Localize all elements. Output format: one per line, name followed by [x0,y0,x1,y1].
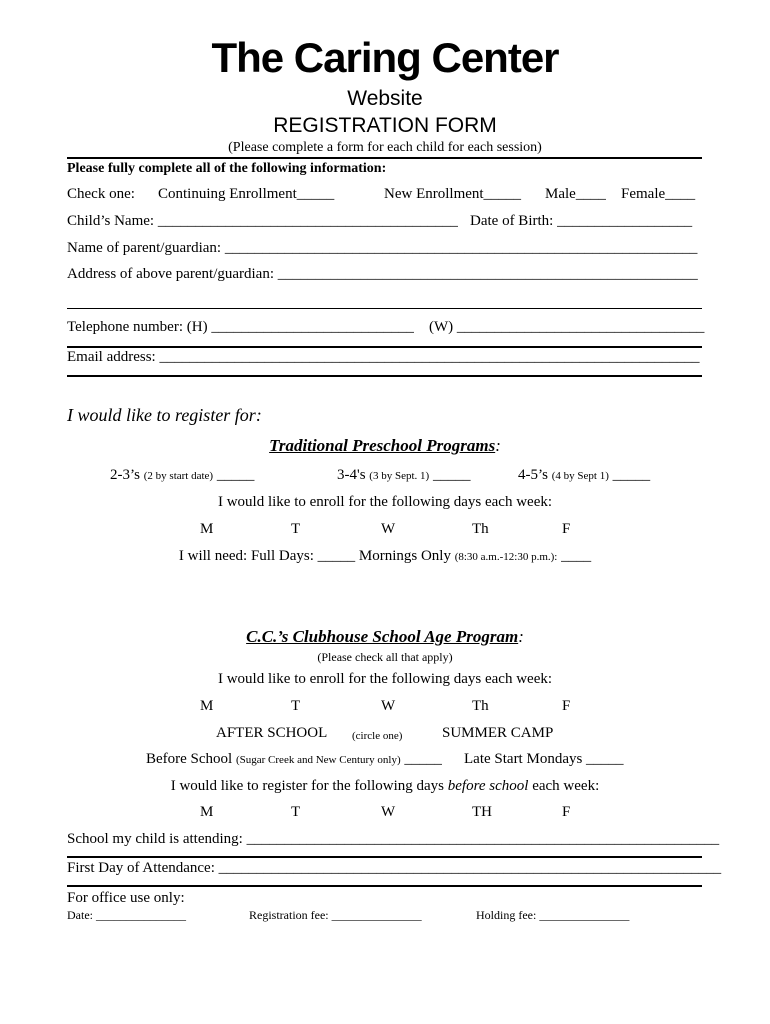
before-day-th[interactable]: TH [472,804,492,820]
first-day-divider [67,885,702,887]
age-2-3-label: 2-3’s [110,467,140,483]
preschool-day-m[interactable]: M [200,521,214,537]
form-instruction: (Please complete a form for each child for each session) [228,140,542,155]
register-days-text-1: I would like to register for the following days [170,778,445,794]
register-before-school-days [0,778,770,795]
clubhouse-day-m[interactable]: M [200,698,214,714]
age-3-4-blank[interactable]: _____ [432,467,471,483]
age-3-4-field[interactable] [337,467,470,484]
preschool-need-line[interactable] [0,548,770,565]
address-line-2[interactable] [67,308,702,309]
center-title: The Caring Center [211,34,559,81]
clubhouse-title-colon: : [518,627,524,646]
register-days-text-3: each week: [532,778,600,794]
website-label: Website [347,87,423,110]
preschool-title-colon: : [495,436,501,455]
clubhouse-title: C.C.’s Clubhouse School Age Program [246,627,519,646]
email-field[interactable]: Email address: ________________________________________________________________________ [67,349,700,365]
male-field[interactable]: Male____ [545,186,606,202]
telephone-home-field[interactable]: Telephone number: (H) ___________________________ [67,319,414,335]
age-3-4-note: (3 by Sept. 1) [369,470,430,482]
circle-one-note: (circle one) [352,730,403,742]
age-4-5-field[interactable] [518,467,650,484]
preschool-day-w[interactable]: W [381,521,396,537]
clubhouse-day-th[interactable]: Th [472,698,489,714]
info-heading: Please fully complete all of the following information: [67,161,387,176]
preschool-day-f[interactable]: F [562,521,571,537]
late-start-field[interactable]: Late Start Mondays _____ [464,751,624,767]
child-name-field[interactable]: Child’s Name: ________________________________________ [67,213,458,229]
preschool-day-t[interactable]: T [291,521,301,537]
before-school-label: Before School [146,751,233,767]
telephone-work-field[interactable]: (W) _________________________________ [429,319,705,335]
age-3-4-label: 3-4's [337,467,366,483]
continuing-enrollment-field[interactable]: Continuing Enrollment_____ [158,186,335,202]
age-2-3-note: (2 by start date) [143,470,214,482]
need-label[interactable]: I will need: Full Days: _____ Mornings Only [178,548,451,564]
summer-camp-option[interactable]: SUMMER CAMP [442,725,554,741]
registration-fee-field[interactable]: Registration fee: _______________ [249,908,422,922]
office-use-label: For office use only: [67,890,185,906]
clubhouse-day-f[interactable]: F [562,698,571,714]
before-day-t[interactable]: T [291,804,301,820]
before-day-f[interactable]: F [562,804,571,820]
clubhouse-day-w[interactable]: W [381,698,396,714]
form-title: REGISTRATION FORM [273,114,497,137]
email-divider [67,375,702,377]
check-one-label: Check one: [67,186,135,202]
female-field[interactable]: Female____ [621,186,696,202]
clubhouse-enroll-days: I would like to enroll for the following days each week: [217,671,553,687]
address-field[interactable]: Address of above parent/guardian: ________________________________________________________ [67,266,698,282]
check-all-note: (Please check all that apply) [317,650,453,664]
phone-divider [67,346,702,348]
age-4-5-blank[interactable]: _____ [612,467,651,483]
school-divider [67,856,702,858]
preschool-enroll-days: I would like to enroll for the following days each week: [217,494,553,510]
office-date-field[interactable]: Date: _______________ [67,908,186,922]
preschool-title-wrap [0,436,770,456]
holding-fee-field[interactable]: Holding fee: _______________ [476,908,630,922]
before-day-w[interactable]: W [381,804,396,820]
need-blank[interactable]: ____ [561,548,592,564]
age-2-3-blank[interactable]: _____ [216,467,255,483]
header-divider [67,157,702,159]
clubhouse-day-t[interactable]: T [291,698,301,714]
age-4-5-note: (4 by Sept 1) [551,470,609,482]
register-days-text-2: before school [447,778,529,794]
school-attending-field[interactable]: School my child is attending: _______________________________________________________________ [67,831,720,847]
new-enrollment-field[interactable]: New Enrollment_____ [384,186,522,202]
after-school-option[interactable]: AFTER SCHOOL [216,725,328,741]
parent-name-field[interactable]: Name of parent/guardian: _______________________________________________________________ [67,240,698,256]
before-school-field[interactable] [146,751,442,768]
register-heading: I would like to register for: [67,405,262,425]
before-day-m[interactable]: M [200,804,214,820]
need-note: (8:30 a.m.-12:30 p.m.): [454,551,558,563]
first-day-field[interactable]: First Day of Attendance: ___________________________________________________________________ [67,860,722,876]
before-school-blank[interactable]: _____ [404,751,442,767]
date-of-birth-field[interactable]: Date of Birth: __________________ [470,213,693,229]
age-2-3-field[interactable] [110,467,254,484]
before-school-note: (Sugar Creek and New Century only) [235,754,401,766]
age-4-5-label: 4-5’s [518,467,548,483]
clubhouse-title-wrap [0,627,770,647]
preschool-day-th[interactable]: Th [472,521,489,537]
preschool-title: Traditional Preschool Programs [269,436,496,455]
